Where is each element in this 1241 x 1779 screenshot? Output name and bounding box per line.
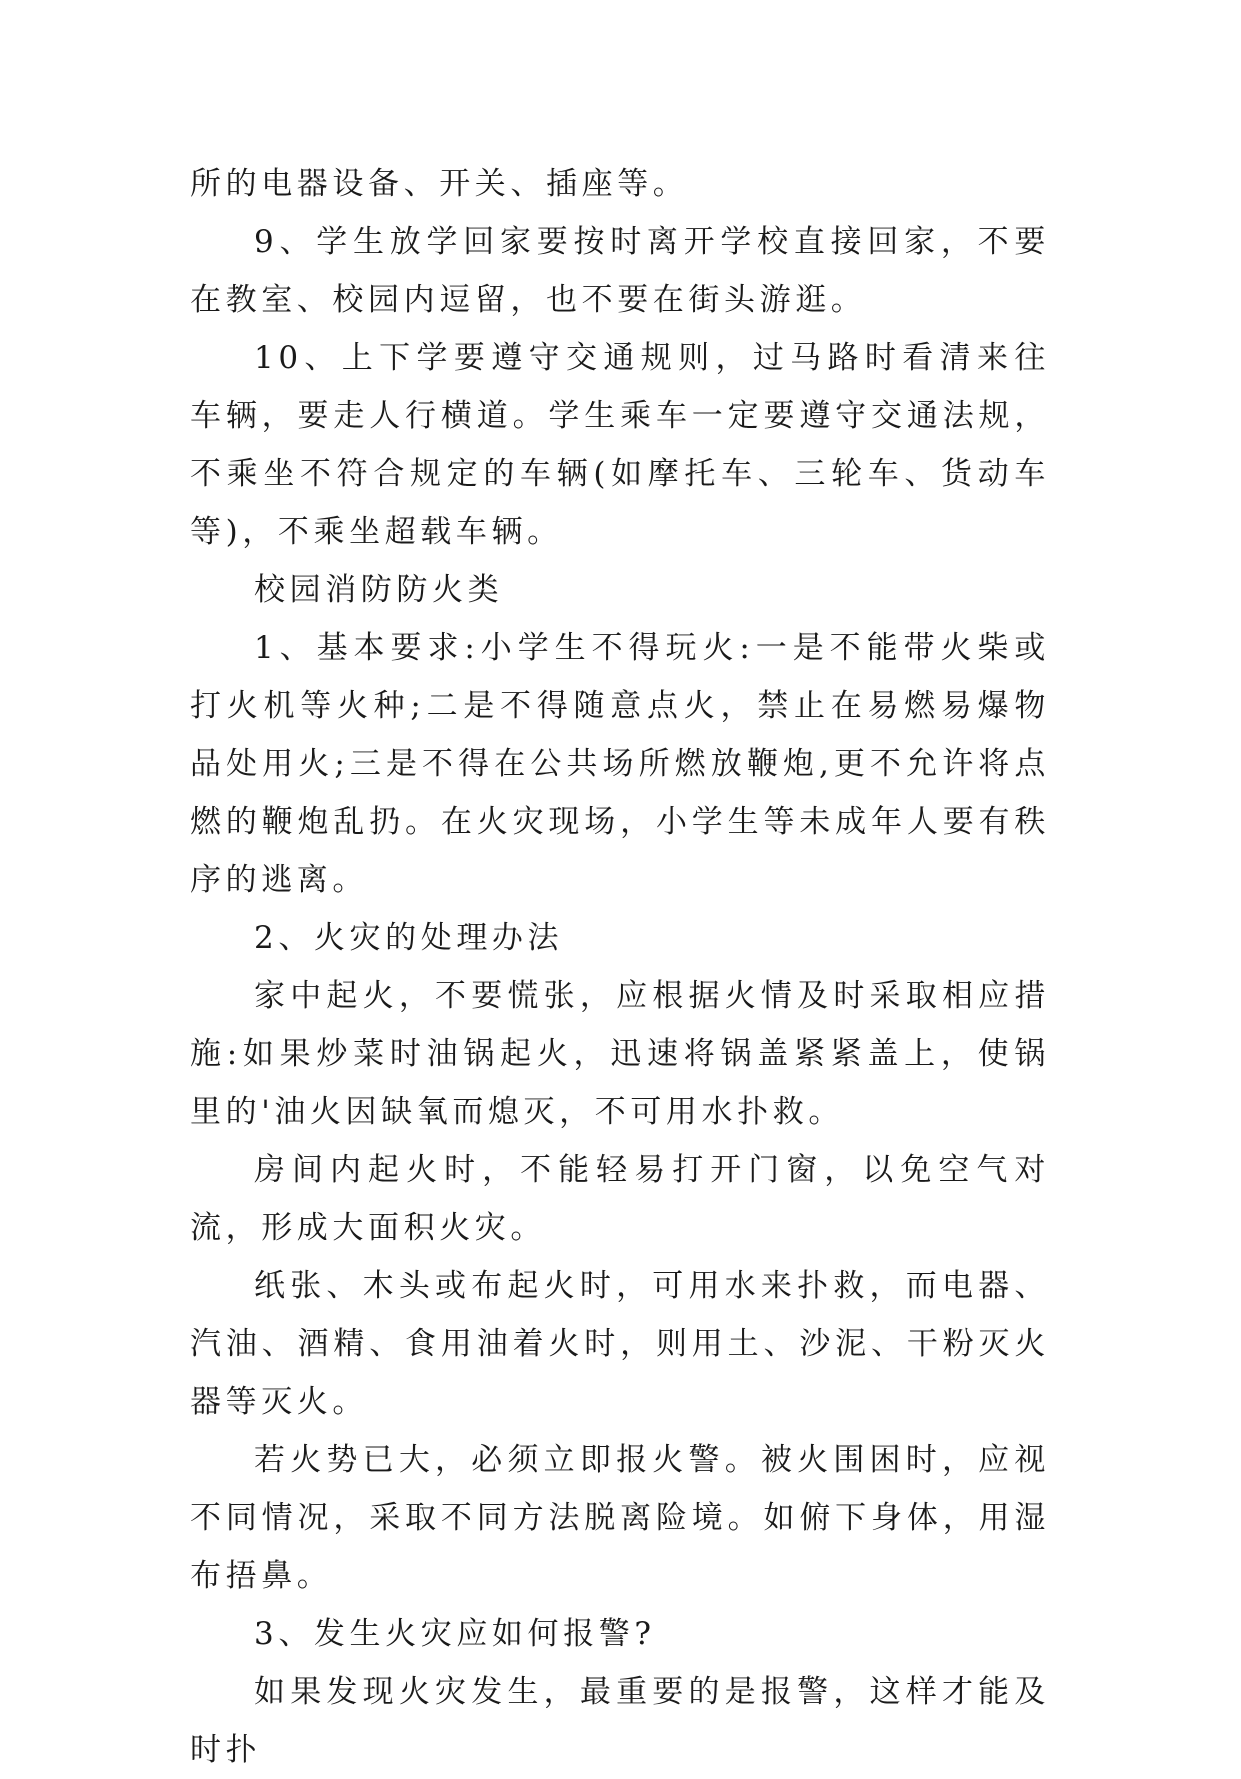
paragraph-item-9: 9、学生放学回家要按时离开学校直接回家，不要在教室、校园内逗留，也不要在街头游逛。 xyxy=(190,224,1050,318)
paragraph-basic-requirements: 1、基本要求:小学生不得玩火:一是不能带火柴或打火机等火种;二是不得随意点火，禁止在易燃易爆物品处用火;三是不得在公共场所燃放鞭炮,更不允许将点燃的鞭炮乱扔。在火灾现场，小学生等未成年人要有秩序的逃离。 xyxy=(190,630,1050,898)
paragraph-large-fire: 若火势已大，必须立即报火警。被火围困时，应视不同情况，采取不同方法脱离险境。如俯下身体，用湿布捂鼻。 xyxy=(190,1442,1050,1594)
paragraph-alarm: 如果发现火灾发生，最重要的是报警，这样才能及时扑 xyxy=(190,1674,1050,1768)
paragraph-continuation: 所的电器设备、开关、插座等。 xyxy=(190,166,689,202)
paragraph-home-fire: 家中起火，不要慌张，应根据火情及时采取相应措施:如果炒菜时油锅起火，迅速将锅盖紧紧盖上，使锅里的'油火因缺氧而熄灭，不可用水扑救。 xyxy=(190,978,1050,1130)
subheading-fire-alarm: 3、发生火灾应如何报警? xyxy=(254,1616,656,1652)
subheading-fire-handling: 2、火灾的处理办法 xyxy=(254,920,564,956)
section-heading-fire-safety: 校园消防防火类 xyxy=(254,572,504,608)
paragraph-material-fire: 纸张、木头或布起火时，可用水来扑救，而电器、汽油、酒精、食用油着火时，则用土、沙泥、干粉灭火器等灭火。 xyxy=(190,1268,1050,1420)
paragraph-item-10: 10、上下学要遵守交通规则，过马路时看清来往车辆，要走人行横道。学生乘车一定要遵守交通法规，不乘坐不符合规定的车辆(如摩托车、三轮车、货动车等)，不乘坐超载车辆。 xyxy=(190,340,1050,550)
document-body xyxy=(190,155,1050,1779)
paragraph-room-fire: 房间内起火时，不能轻易打开门窗，以免空气对流，形成大面积火灾。 xyxy=(190,1152,1050,1246)
